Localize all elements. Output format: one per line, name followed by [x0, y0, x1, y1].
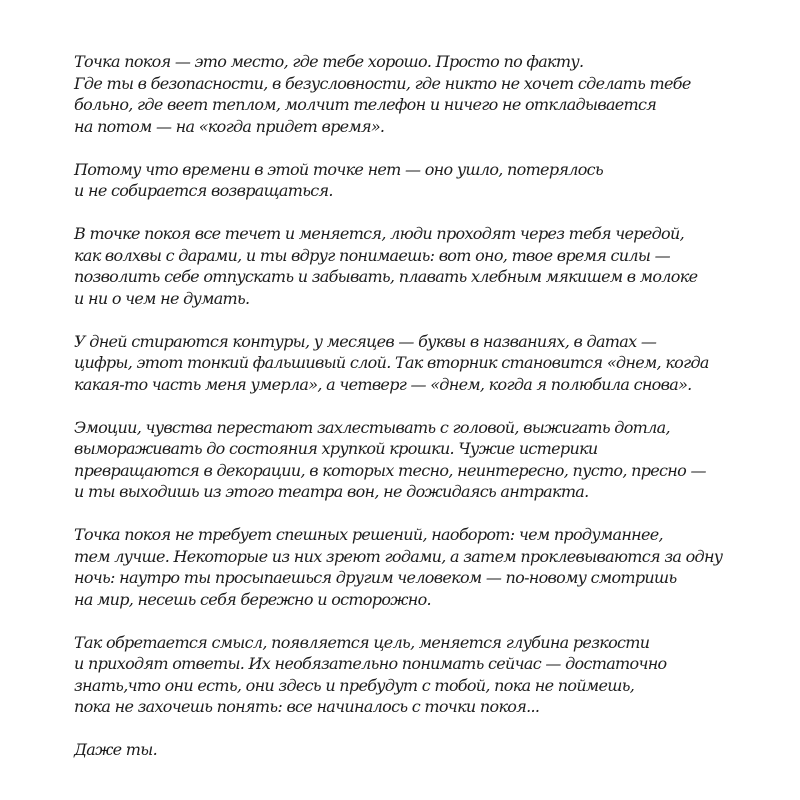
text-line: Даже ты.	[74, 740, 157, 759]
text-line: и не собирается возвращаться.	[74, 181, 333, 200]
text-line: и приходят ответы. Их необязательно понимать сейчас — достаточно	[74, 654, 667, 673]
text-line: Потому что времени в этой точке нет — оно ушло, потерялось	[74, 159, 603, 179]
text-line: Где ты в безопасности, в безусловности, где никто не хочет сделать тебе	[74, 73, 691, 93]
text-line: какая-то часть меня умерла», а четверг — «днем, когда я полюбила снова».	[74, 374, 692, 394]
paragraph-1	[74, 51, 774, 137]
text-line: Эмоции, чувства перестают захлестывать с головой, выжигать дотла,	[74, 417, 670, 437]
text-line: и ни о чем не думать.	[74, 288, 250, 308]
text-line: ночь: наутро ты просыпаешься другим человеком — по-новому смотришь	[74, 568, 677, 587]
paragraph-2	[74, 159, 774, 202]
text-line: вымораживать до состояния хрупкой крошки. Чужие истерики	[74, 439, 598, 458]
text-line: и ты выходишь из этого театра вон, не дожидаясь антракта.	[74, 482, 589, 501]
text-line: как волхвы с дарами, и ты вдруг понимаешь: вот оно, твое время силы —	[74, 245, 670, 265]
text-line: тем лучше. Некоторые из них зреют годами, а затем проклевываются за одну	[74, 546, 723, 566]
text-line: Точка покоя — это место, где тебе хорошо. Просто по факту.	[74, 52, 584, 71]
document-text	[74, 51, 774, 782]
paragraph-6	[74, 524, 774, 610]
text-line: У дней стираются контуры, у месяцев — буквы в названиях, в датах —	[74, 331, 657, 351]
paragraph-4	[74, 331, 774, 396]
paragraph-8	[74, 739, 774, 761]
text-line: Точка покоя не требует спешных решений, наоборот: чем продуманнее,	[74, 525, 663, 544]
text-line: позволить себе отпускать и забывать, плавать хлебным мякишем в молоке	[74, 267, 698, 286]
text-line: на потом — на «когда придет время».	[74, 116, 385, 136]
text-line: пока не захочешь понять: все начиналось с точки покоя...	[74, 697, 540, 716]
text-line: превращаются в декорации, в которых тесно, неинтересно, пусто, пресно —	[74, 460, 706, 480]
text-line: В точке покоя все течет и меняется, люди проходят через тебя чередой,	[74, 224, 684, 243]
text-line: Так обретается смысл, появляется цель, меняется глубина резкости	[74, 632, 650, 652]
text-line: знать,что они есть, они здесь и пребудут с тобой, пока не поймешь,	[74, 675, 635, 695]
text-line: на мир, несешь себя бережно и осторожно.	[74, 589, 431, 609]
paragraph-7	[74, 632, 774, 718]
paragraph-3	[74, 223, 774, 309]
paragraph-5	[74, 417, 774, 503]
text-line: цифры, этот тонкий фальшивый слой. Так вторник становится «днем, когда	[74, 353, 709, 372]
text-line: больно, где веет теплом, молчит телефон и ничего не откладывается	[74, 95, 657, 114]
